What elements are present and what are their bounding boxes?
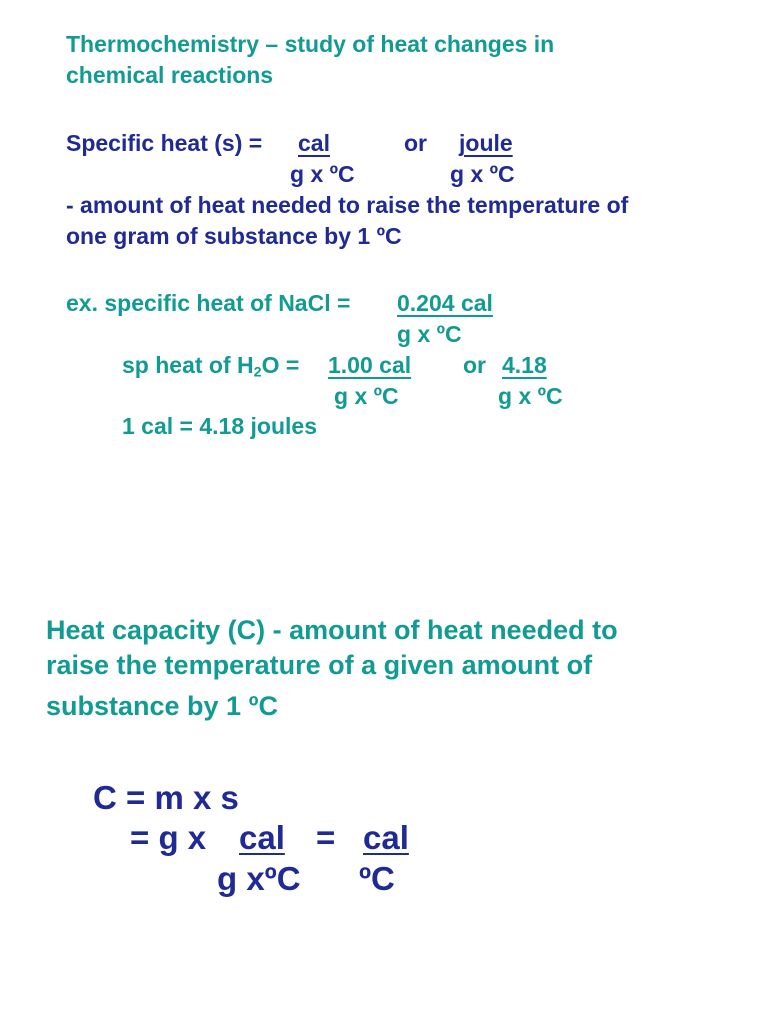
nacl-label: ex. specific heat of NaCl = (66, 290, 351, 316)
water-specific-heat-label (122, 352, 300, 381)
specific-heat-denominator-2: g x ºC (450, 161, 515, 187)
water-numerator-joule: 4.18 (502, 352, 547, 378)
formula-denominator-1: g xºC (217, 860, 301, 897)
specific-heat-denominator-1: g x ºC (290, 161, 355, 187)
formula-line-2-start: = g x (130, 819, 207, 856)
nacl-denominator: g x ºC (397, 321, 462, 347)
formula-numerator-cal-2: cal (363, 819, 409, 856)
title-line-1: Thermochemistry – study of heat changes in (66, 31, 555, 57)
definition-line-2: one gram of substance by 1 ºC (66, 223, 402, 249)
water-or: or (463, 352, 486, 378)
water-denominator-1: g x ºC (334, 383, 399, 409)
heat-capacity-line-1: Heat capacity (C) - amount of heat needed to (46, 615, 618, 645)
water-denominator-2: g x ºC (498, 383, 563, 409)
heat-capacity-line-3: substance by 1 ºC (46, 691, 278, 721)
specific-heat-or: or (404, 130, 427, 156)
water-subscript: 2 (253, 364, 262, 381)
conversion-line: 1 cal = 4.18 joules (122, 413, 317, 439)
specific-heat-numerator-joule: joule (459, 130, 513, 156)
water-label-text-end: O = (261, 352, 300, 378)
formula-line-1: C = m x s (93, 779, 239, 816)
formula-denominator-2: ºC (359, 860, 395, 897)
formula-numerator-cal: cal (239, 819, 285, 856)
water-label-text: sp heat of H (122, 352, 254, 378)
formula-equals: = (316, 819, 336, 856)
specific-heat-label: Specific heat (s) = (66, 130, 263, 156)
water-numerator-cal: 1.00 cal (328, 352, 412, 378)
title-line-2: chemical reactions (66, 62, 274, 88)
specific-heat-numerator-cal: cal (298, 130, 330, 156)
nacl-numerator: 0.204 cal (397, 290, 493, 316)
definition-line-1: - amount of heat needed to raise the temperature of (66, 192, 629, 218)
heat-capacity-line-2: raise the temperature of a given amount of (46, 650, 593, 680)
